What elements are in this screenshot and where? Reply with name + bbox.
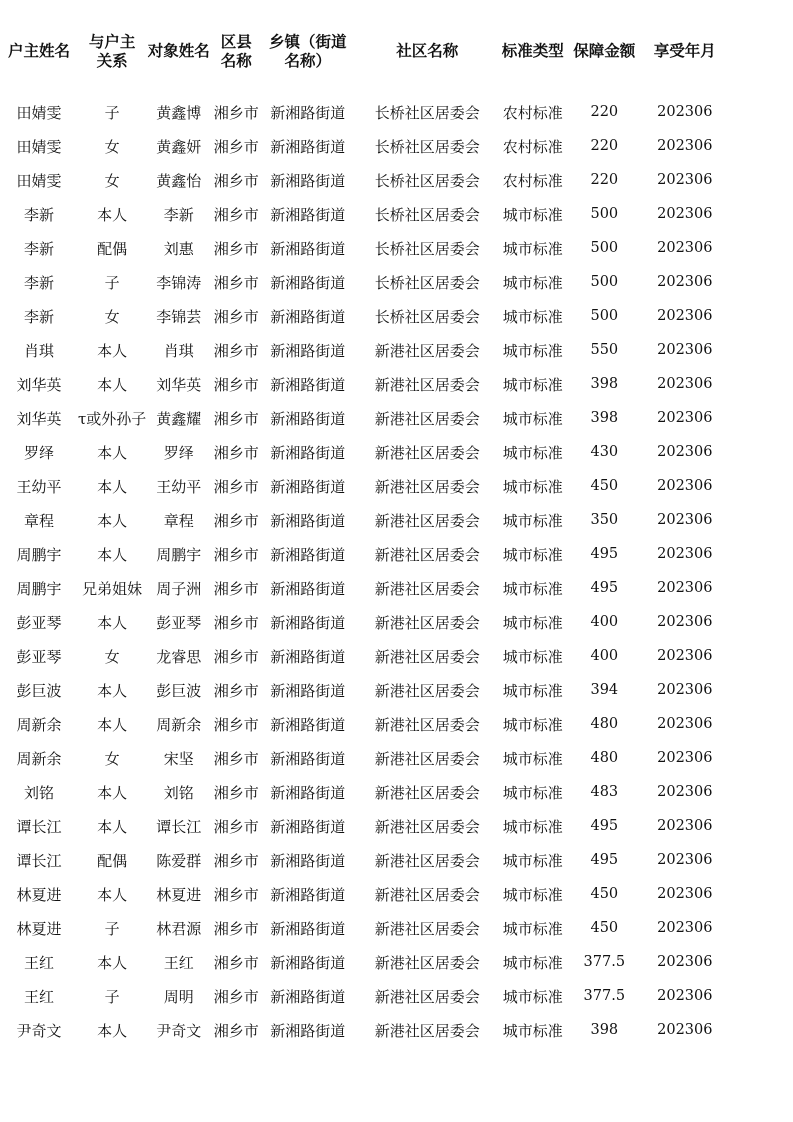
table-row <box>0 843 726 877</box>
cell-amount: 400 <box>590 648 619 664</box>
table-row <box>0 809 726 843</box>
table-row <box>0 503 726 537</box>
cell-period: 202306 <box>657 614 713 630</box>
header-community: 社区名称 <box>396 42 459 60</box>
cell-community: 新港社区居委会 <box>374 919 480 938</box>
cell-community: 新港社区居委会 <box>374 579 480 598</box>
cell-standard-type: 城市标准 <box>502 885 563 904</box>
header-period: 享受年月 <box>653 42 716 60</box>
cell-relation: 本人 <box>97 443 128 462</box>
cell-standard-type: 城市标准 <box>502 749 563 768</box>
cell-standard-type: 城市标准 <box>502 681 563 700</box>
table-row <box>0 367 726 401</box>
cell-period: 202306 <box>657 648 713 664</box>
cell-amount: 430 <box>590 444 619 460</box>
table-row <box>0 469 726 503</box>
table-row <box>0 707 726 741</box>
cell-recipient-name: 李锦芸 <box>156 307 202 326</box>
cell-amount: 450 <box>590 920 619 936</box>
table-row <box>0 95 726 129</box>
cell-town: 新湘路街道 <box>270 171 346 190</box>
cell-recipient-name: 刘华英 <box>156 375 202 394</box>
cell-town: 新湘路街道 <box>270 885 346 904</box>
cell-town: 新湘路街道 <box>270 545 346 564</box>
cell-county: 湘乡市 <box>213 477 259 496</box>
cell-relation: 本人 <box>97 341 128 360</box>
cell-community: 新港社区居委会 <box>374 545 480 564</box>
cell-county: 湘乡市 <box>213 409 259 428</box>
cell-standard-type: 城市标准 <box>502 1021 563 1040</box>
cell-relation: 本人 <box>97 205 128 224</box>
cell-county: 湘乡市 <box>213 885 259 904</box>
cell-period: 202306 <box>657 750 713 766</box>
cell-recipient-name: 王幼平 <box>156 477 202 496</box>
cell-recipient-name: 彭亚琴 <box>156 613 202 632</box>
cell-town: 新湘路街道 <box>270 205 346 224</box>
cell-householder-name: 刘华英 <box>16 375 62 394</box>
cell-standard-type: 城市标准 <box>502 273 563 292</box>
cell-householder-name: 林夏进 <box>16 885 62 904</box>
table-row <box>0 911 726 945</box>
cell-householder-name: 周鹏宇 <box>16 545 62 564</box>
cell-relation: 女 <box>104 307 120 326</box>
header-recipient-name: 对象姓名 <box>147 42 210 60</box>
cell-period: 202306 <box>657 172 713 188</box>
cell-town: 新湘路街道 <box>270 613 346 632</box>
cell-amount: 483 <box>590 784 619 800</box>
header-town: 乡镇（街道 名称） <box>269 32 347 70</box>
cell-town: 新湘路街道 <box>270 817 346 836</box>
cell-relation: 兄弟姐妹 <box>82 579 143 598</box>
cell-county: 湘乡市 <box>213 749 259 768</box>
table-row <box>0 877 726 911</box>
cell-recipient-name: 林夏进 <box>156 885 202 904</box>
cell-recipient-name: 陈爱群 <box>156 851 202 870</box>
cell-recipient-name: 周新余 <box>156 715 202 734</box>
cell-county: 湘乡市 <box>213 205 259 224</box>
table-row <box>0 1013 726 1047</box>
cell-amount: 480 <box>590 750 619 766</box>
table-row <box>0 571 726 605</box>
cell-amount: 220 <box>590 172 619 188</box>
cell-standard-type: 城市标准 <box>502 783 563 802</box>
cell-period: 202306 <box>657 138 713 154</box>
cell-county: 湘乡市 <box>213 851 259 870</box>
cell-relation: 女 <box>104 749 120 768</box>
cell-householder-name: 周新余 <box>16 749 62 768</box>
cell-standard-type: 城市标准 <box>502 613 563 632</box>
cell-community: 长桥社区居委会 <box>374 137 480 156</box>
cell-relation: 本人 <box>97 953 128 972</box>
cell-standard-type: 城市标准 <box>502 307 563 326</box>
cell-standard-type: 城市标准 <box>502 817 563 836</box>
cell-householder-name: 林夏进 <box>16 919 62 938</box>
cell-county: 湘乡市 <box>213 579 259 598</box>
cell-community: 长桥社区居委会 <box>374 171 480 190</box>
cell-relation: 本人 <box>97 681 128 700</box>
cell-community: 新港社区居委会 <box>374 715 480 734</box>
cell-recipient-name: 刘铭 <box>163 783 194 802</box>
cell-community: 新港社区居委会 <box>374 477 480 496</box>
cell-householder-name: 王红 <box>23 987 54 1006</box>
cell-community: 新港社区居委会 <box>374 647 480 666</box>
cell-community: 新港社区居委会 <box>374 749 480 768</box>
cell-period: 202306 <box>657 546 713 562</box>
cell-period: 202306 <box>657 784 713 800</box>
cell-recipient-name: 罗绎 <box>163 443 194 462</box>
cell-town: 新湘路街道 <box>270 715 346 734</box>
cell-standard-type: 城市标准 <box>502 341 563 360</box>
cell-period: 202306 <box>657 274 713 290</box>
table-row <box>0 537 726 571</box>
cell-county: 湘乡市 <box>213 443 259 462</box>
cell-amount: 500 <box>590 206 619 222</box>
cell-period: 202306 <box>657 580 713 596</box>
cell-relation: 本人 <box>97 511 128 530</box>
cell-relation: 本人 <box>97 613 128 632</box>
cell-amount: 220 <box>590 138 619 154</box>
cell-recipient-name: 龙睿思 <box>156 647 202 666</box>
table-row <box>0 673 726 707</box>
cell-relation: 配偶 <box>97 239 128 258</box>
cell-period: 202306 <box>657 886 713 902</box>
cell-relation: 本人 <box>97 783 128 802</box>
cell-relation: 子 <box>104 987 120 1006</box>
cell-householder-name: 尹奇文 <box>16 1021 62 1040</box>
table-row <box>0 265 726 299</box>
cell-amount: 495 <box>590 546 619 562</box>
cell-amount: 350 <box>590 512 619 528</box>
cell-standard-type: 城市标准 <box>502 647 563 666</box>
cell-county: 湘乡市 <box>213 137 259 156</box>
cell-standard-type: 城市标准 <box>502 205 563 224</box>
cell-community: 长桥社区居委会 <box>374 239 480 258</box>
cell-period: 202306 <box>657 376 713 392</box>
cell-period: 202306 <box>657 308 713 324</box>
cell-recipient-name: 李新 <box>163 205 194 224</box>
cell-town: 新湘路街道 <box>270 375 346 394</box>
cell-town: 新湘路街道 <box>270 103 346 122</box>
cell-county: 湘乡市 <box>213 987 259 1006</box>
cell-recipient-name: 尹奇文 <box>156 1021 202 1040</box>
cell-standard-type: 城市标准 <box>502 443 563 462</box>
table-row <box>0 129 726 163</box>
cell-community: 长桥社区居委会 <box>374 205 480 224</box>
cell-town: 新湘路街道 <box>270 987 346 1006</box>
cell-county: 湘乡市 <box>213 953 259 972</box>
table-row <box>0 945 726 979</box>
cell-community: 新港社区居委会 <box>374 511 480 530</box>
cell-householder-name: 李新 <box>23 273 54 292</box>
cell-county: 湘乡市 <box>213 239 259 258</box>
cell-period: 202306 <box>657 818 713 834</box>
cell-standard-type: 农村标准 <box>502 137 563 156</box>
cell-period: 202306 <box>657 682 713 698</box>
cell-amount: 500 <box>590 240 619 256</box>
cell-county: 湘乡市 <box>213 545 259 564</box>
cell-amount: 398 <box>590 376 619 392</box>
cell-standard-type: 城市标准 <box>502 511 563 530</box>
cell-county: 湘乡市 <box>213 103 259 122</box>
table-row <box>0 979 726 1013</box>
cell-relation: τ或外孙子 <box>78 409 147 428</box>
cell-recipient-name: 周鹏宇 <box>156 545 202 564</box>
cell-householder-name: 李新 <box>23 205 54 224</box>
cell-period: 202306 <box>657 954 713 970</box>
cell-county: 湘乡市 <box>213 171 259 190</box>
cell-standard-type: 城市标准 <box>502 545 563 564</box>
cell-community: 新港社区居委会 <box>374 443 480 462</box>
cell-standard-type: 农村标准 <box>502 103 563 122</box>
cell-community: 新港社区居委会 <box>374 613 480 632</box>
cell-amount: 398 <box>590 410 619 426</box>
cell-community: 长桥社区居委会 <box>374 103 480 122</box>
cell-relation: 本人 <box>97 885 128 904</box>
cell-relation: 本人 <box>97 477 128 496</box>
header-standard-type: 标准类型 <box>501 42 564 60</box>
cell-relation: 女 <box>104 137 120 156</box>
cell-town: 新湘路街道 <box>270 307 346 326</box>
cell-town: 新湘路街道 <box>270 579 346 598</box>
cell-town: 新湘路街道 <box>270 919 346 938</box>
cell-householder-name: 谭长江 <box>16 817 62 836</box>
cell-period: 202306 <box>657 988 713 1004</box>
cell-county: 湘乡市 <box>213 681 259 700</box>
table-row <box>0 163 726 197</box>
cell-community: 新港社区居委会 <box>374 375 480 394</box>
cell-standard-type: 城市标准 <box>502 851 563 870</box>
cell-relation: 子 <box>104 919 120 938</box>
table-row <box>0 231 726 265</box>
cell-relation: 本人 <box>97 715 128 734</box>
cell-amount: 377.5 <box>583 954 626 970</box>
cell-county: 湘乡市 <box>213 1021 259 1040</box>
cell-county: 湘乡市 <box>213 375 259 394</box>
table-row <box>0 333 726 367</box>
cell-amount: 377.5 <box>583 988 626 1004</box>
cell-relation: 本人 <box>97 1021 128 1040</box>
cell-amount: 398 <box>590 1022 619 1038</box>
cell-community: 新港社区居委会 <box>374 341 480 360</box>
cell-householder-name: 田婧雯 <box>16 137 62 156</box>
cell-community: 新港社区居委会 <box>374 885 480 904</box>
cell-recipient-name: 黄鑫怡 <box>156 171 202 190</box>
cell-standard-type: 城市标准 <box>502 579 563 598</box>
cell-town: 新湘路街道 <box>270 681 346 700</box>
cell-householder-name: 李新 <box>23 239 54 258</box>
cell-householder-name: 田婧雯 <box>16 103 62 122</box>
cell-recipient-name: 彭巨波 <box>156 681 202 700</box>
cell-standard-type: 城市标准 <box>502 715 563 734</box>
cell-county: 湘乡市 <box>213 341 259 360</box>
cell-householder-name: 刘铭 <box>23 783 54 802</box>
cell-relation: 子 <box>104 273 120 292</box>
header-county: 区县 名称 <box>220 32 252 70</box>
cell-period: 202306 <box>657 444 713 460</box>
cell-recipient-name: 李锦涛 <box>156 273 202 292</box>
cell-amount: 550 <box>590 342 619 358</box>
cell-relation: 女 <box>104 647 120 666</box>
cell-town: 新湘路街道 <box>270 409 346 428</box>
cell-town: 新湘路街道 <box>270 647 346 666</box>
cell-amount: 450 <box>590 886 619 902</box>
cell-community: 新港社区居委会 <box>374 987 480 1006</box>
cell-relation: 本人 <box>97 375 128 394</box>
cell-county: 湘乡市 <box>213 613 259 632</box>
cell-community: 新港社区居委会 <box>374 817 480 836</box>
cell-recipient-name: 黄鑫妍 <box>156 137 202 156</box>
cell-amount: 450 <box>590 478 619 494</box>
cell-standard-type: 城市标准 <box>502 375 563 394</box>
cell-period: 202306 <box>657 240 713 256</box>
cell-amount: 495 <box>590 580 619 596</box>
table-row <box>0 639 726 673</box>
cell-town: 新湘路街道 <box>270 783 346 802</box>
cell-town: 新湘路街道 <box>270 511 346 530</box>
cell-relation: 配偶 <box>97 851 128 870</box>
cell-recipient-name: 王红 <box>163 953 194 972</box>
cell-town: 新湘路街道 <box>270 749 346 768</box>
cell-period: 202306 <box>657 410 713 426</box>
cell-recipient-name: 林君源 <box>156 919 202 938</box>
cell-standard-type: 城市标准 <box>502 919 563 938</box>
cell-relation: 本人 <box>97 817 128 836</box>
cell-period: 202306 <box>657 716 713 732</box>
cell-householder-name: 李新 <box>23 307 54 326</box>
cell-amount: 480 <box>590 716 619 732</box>
cell-period: 202306 <box>657 342 713 358</box>
cell-householder-name: 罗绎 <box>23 443 54 462</box>
cell-county: 湘乡市 <box>213 817 259 836</box>
table-row <box>0 401 726 435</box>
cell-standard-type: 城市标准 <box>502 953 563 972</box>
cell-town: 新湘路街道 <box>270 851 346 870</box>
cell-recipient-name: 刘惠 <box>163 239 194 258</box>
header-householder-name: 户主姓名 <box>7 42 70 60</box>
cell-county: 湘乡市 <box>213 919 259 938</box>
cell-community: 新港社区居委会 <box>374 851 480 870</box>
cell-town: 新湘路街道 <box>270 341 346 360</box>
cell-recipient-name: 黄鑫博 <box>156 103 202 122</box>
header-amount: 保障金额 <box>573 42 636 60</box>
cell-period: 202306 <box>657 920 713 936</box>
cell-amount: 500 <box>590 308 619 324</box>
header-row <box>0 0 726 95</box>
cell-period: 202306 <box>657 1022 713 1038</box>
cell-period: 202306 <box>657 512 713 528</box>
cell-community: 新港社区居委会 <box>374 409 480 428</box>
cell-householder-name: 田婧雯 <box>16 171 62 190</box>
cell-householder-name: 王幼平 <box>16 477 62 496</box>
table-row <box>0 775 726 809</box>
cell-county: 湘乡市 <box>213 307 259 326</box>
cell-period: 202306 <box>657 206 713 222</box>
table-row <box>0 197 726 231</box>
cell-recipient-name: 黄鑫耀 <box>156 409 202 428</box>
table-row <box>0 299 726 333</box>
cell-standard-type: 农村标准 <box>502 171 563 190</box>
cell-county: 湘乡市 <box>213 511 259 530</box>
cell-county: 湘乡市 <box>213 273 259 292</box>
cell-community: 新港社区居委会 <box>374 953 480 972</box>
cell-relation: 女 <box>104 171 120 190</box>
cell-householder-name: 周新余 <box>16 715 62 734</box>
cell-town: 新湘路街道 <box>270 273 346 292</box>
cell-town: 新湘路街道 <box>270 443 346 462</box>
table-row <box>0 741 726 775</box>
cell-householder-name: 谭长江 <box>16 851 62 870</box>
cell-period: 202306 <box>657 852 713 868</box>
cell-community: 新港社区居委会 <box>374 1021 480 1040</box>
cell-standard-type: 城市标准 <box>502 409 563 428</box>
cell-relation: 子 <box>104 103 120 122</box>
cell-community: 新港社区居委会 <box>374 783 480 802</box>
cell-county: 湘乡市 <box>213 647 259 666</box>
cell-householder-name: 章程 <box>23 511 54 530</box>
cell-householder-name: 彭巨波 <box>16 681 62 700</box>
cell-recipient-name: 肖琪 <box>163 341 194 360</box>
cell-period: 202306 <box>657 478 713 494</box>
cell-amount: 400 <box>590 614 619 630</box>
cell-county: 湘乡市 <box>213 783 259 802</box>
table-body <box>0 95 726 1047</box>
cell-standard-type: 城市标准 <box>502 987 563 1006</box>
cell-amount: 495 <box>590 852 619 868</box>
cell-community: 新港社区居委会 <box>374 681 480 700</box>
cell-town: 新湘路街道 <box>270 953 346 972</box>
table-row <box>0 605 726 639</box>
cell-community: 长桥社区居委会 <box>374 273 480 292</box>
cell-amount: 220 <box>590 104 619 120</box>
cell-amount: 495 <box>590 818 619 834</box>
cell-standard-type: 城市标准 <box>502 239 563 258</box>
cell-community: 长桥社区居委会 <box>374 307 480 326</box>
cell-householder-name: 彭亚琴 <box>16 647 62 666</box>
cell-town: 新湘路街道 <box>270 137 346 156</box>
cell-standard-type: 城市标准 <box>502 477 563 496</box>
cell-amount: 500 <box>590 274 619 290</box>
cell-householder-name: 刘华英 <box>16 409 62 428</box>
cell-recipient-name: 周子洲 <box>156 579 202 598</box>
cell-recipient-name: 宋坚 <box>163 749 194 768</box>
cell-county: 湘乡市 <box>213 715 259 734</box>
cell-householder-name: 肖琪 <box>23 341 54 360</box>
cell-recipient-name: 谭长江 <box>156 817 202 836</box>
cell-recipient-name: 章程 <box>163 511 194 530</box>
cell-town: 新湘路街道 <box>270 239 346 258</box>
cell-period: 202306 <box>657 104 713 120</box>
cell-recipient-name: 周明 <box>163 987 194 1006</box>
table-row <box>0 435 726 469</box>
cell-householder-name: 周鹏宇 <box>16 579 62 598</box>
cell-relation: 本人 <box>97 545 128 564</box>
cell-town: 新湘路街道 <box>270 1021 346 1040</box>
cell-town: 新湘路街道 <box>270 477 346 496</box>
cell-householder-name: 彭亚琴 <box>16 613 62 632</box>
header-relation: 与户主 关系 <box>88 32 136 70</box>
cell-householder-name: 王红 <box>23 953 54 972</box>
cell-amount: 394 <box>590 682 619 698</box>
